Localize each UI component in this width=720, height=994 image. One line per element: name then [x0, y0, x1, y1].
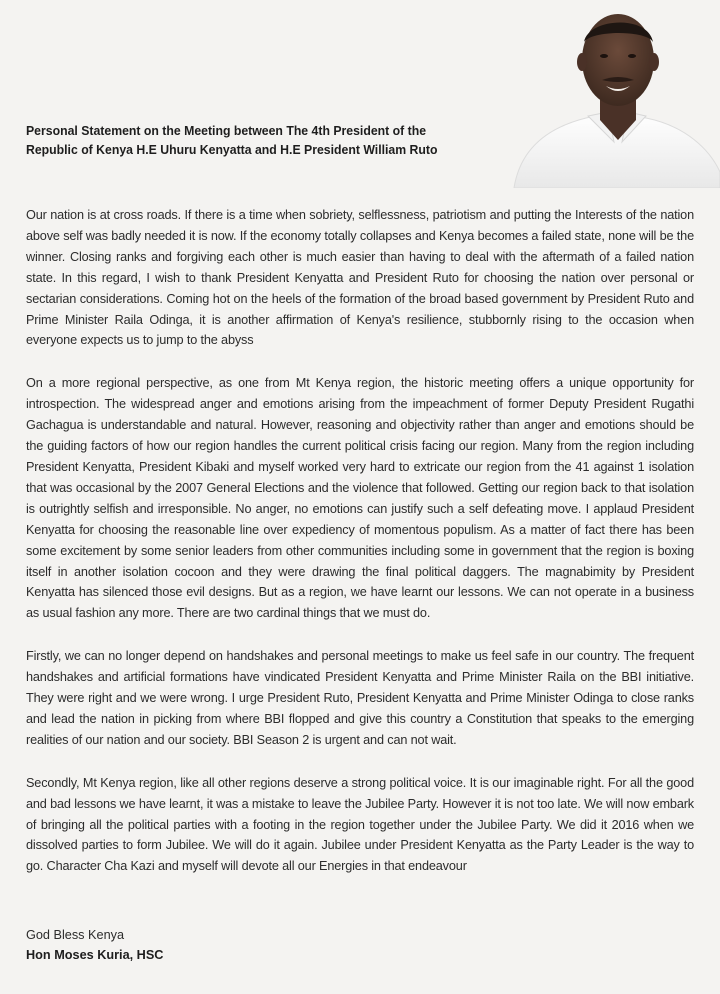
statement-body: [26, 205, 694, 899]
paragraph: Secondly, Mt Kenya region, like all other regions deserve a strong political voice. It is our imaginable right. For all the good and bad lessons we have learnt, it was a mistake to leave the Jubilee Party. However it is not too late. We will now embark of bringing all the political parties with a footing in the region together under the Jubilee Party. We did it 2016 when we dissolved parties to form Jubilee. We will do it again. Jubilee under President Kenyatta as the Party Leader is the way to go. Character Cha Kazi and myself will devote all our Energies in that endeavour: [26, 775, 694, 874]
portrait-photo: [496, 0, 720, 188]
title-line-1: Personal Statement on the Meeting between The 4th President of the: [26, 123, 427, 138]
statement-title: [26, 121, 463, 159]
title-line-2: Republic of Kenya H.E Uhuru Kenyatta and H.E President William Ruto: [26, 142, 438, 157]
signature: Hon Moses Kuria, HSC: [26, 948, 164, 962]
signoff: [26, 925, 163, 965]
closing-line: God Bless Kenya: [26, 928, 125, 942]
author-portrait: [496, 0, 720, 188]
paragraph: Our nation is at cross roads. If there is a time when sobriety, selflessness, patriotism and putting the Interests of the nation above self was badly needed it is now. If the economy totally collapses and Kenya becomes a failed state, none will be the winner. Closing ranks and forgiving each other is much easier than having to deal with the aftermath of a failed nation state. In this regard, I wish to thank President Kenyatta and President Ruto for choosing the nation over personal or sectarian considerations. Coming hot on the heels of the formation of the broad based government by President Ruto and Prime Minister Raila Odinga, it is another affirmation of Kenya's resilience, stubbornly rising to the occasion when everyone expects us to jump to the abyss: [26, 208, 694, 348]
paragraph: Firstly, we can no longer depend on handshakes and personal meetings to make us feel safe in our country. The frequent handshakes and artificial formations have vindicated President Kenyatta and Prime Minister Raila on the BBI initiative. They were right and we were wrong. I urge President Ruto, President Kenyatta and Prime Minister Odinga to close ranks and lead the nation in picking from where BBI flopped and give this country a Constitution that speaks to the emerging realities of our nation and our society. BBI Season 2 is urgent and can not wait.: [26, 649, 694, 747]
paragraph: On a more regional perspective, as one from Mt Kenya region, the historic meeting offers a unique opportunity for introspection. The widespread anger and emotions arising from the impeachment of former Deputy President Rugathi Gachagua is understandable and natural. However, reasoning and objectivity rather than anger and emotions should be the guiding factors of how our region handles the current political crisis facing our region. Many from the region including President Kenyatta, President Kibaki and myself worked very hard to extricate our region from the 41 against 1 isolation that was occasional by the 2007 General Elections and the violence that followed. Getting our region back to that isolation is outrightly selfish and irresponsible. No anger, no emotions can justify such a self defeating move. I applaud President Kenyatta for choosing the reasonable line over expediency of momentous populism. As a matter of fact there has been some excitement by some senior leaders from other communities including some in government that the region is boxing itself in another isolation cocoon and they were drawing the final political daggers. The magnabimity by President Kenyatta has silenced those evil designs. But as a region, we have learnt our lessons. We can not operate in a business as usual fashion any more. There are two cardinal things that we must do.: [26, 376, 694, 621]
